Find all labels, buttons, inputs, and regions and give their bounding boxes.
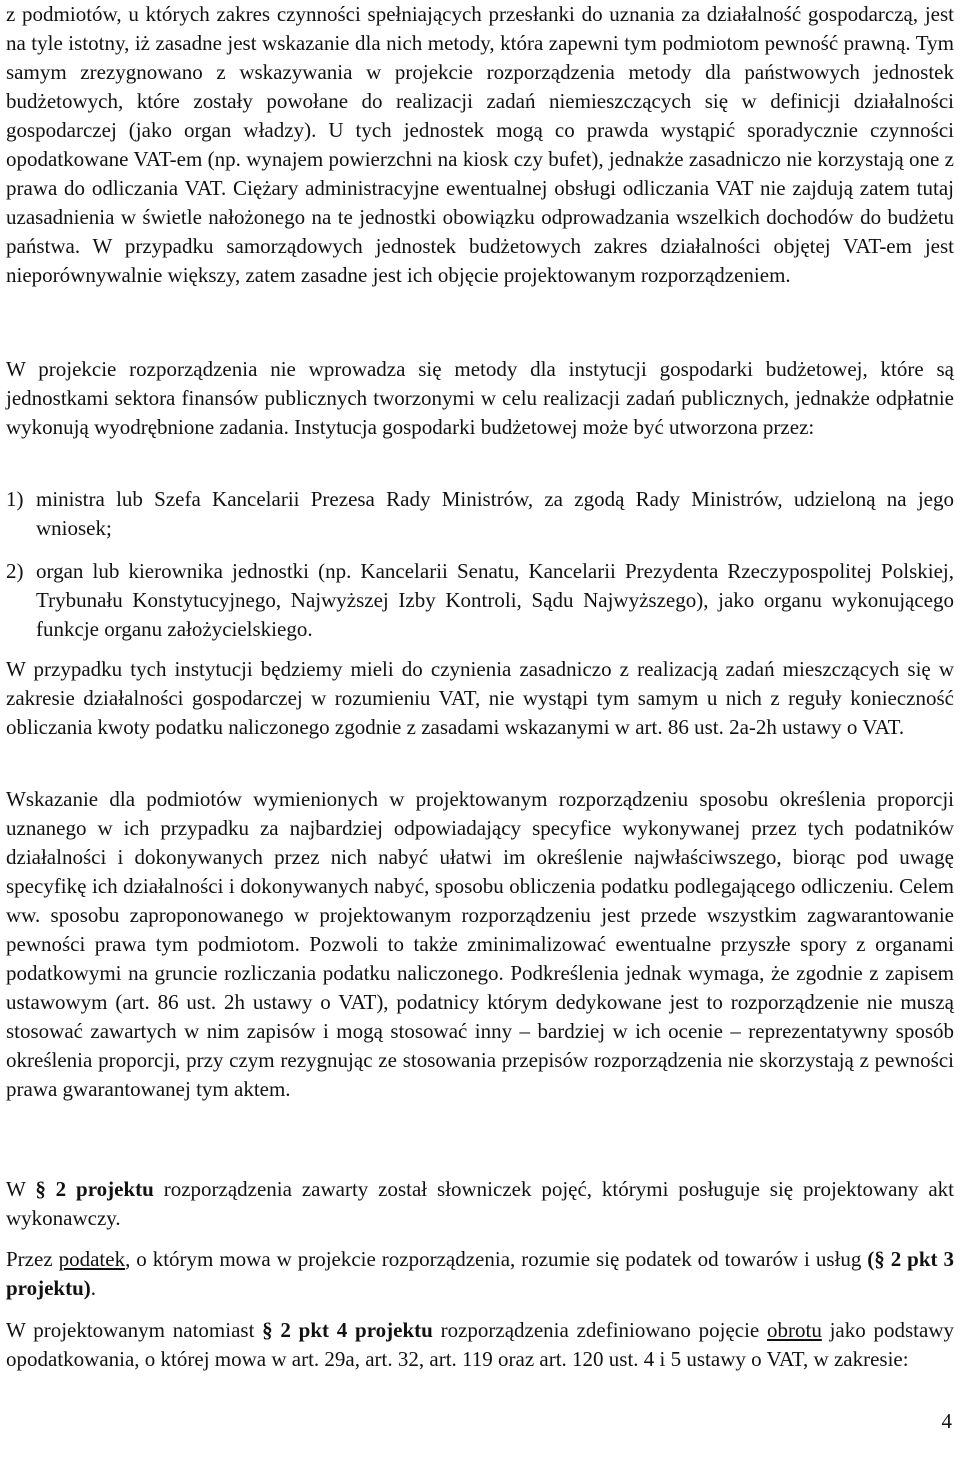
text-run: W xyxy=(6,1177,36,1201)
defined-term: obrotu xyxy=(767,1318,822,1342)
list-item xyxy=(6,485,954,543)
section-reference: (§ 2 pkt 3 projektu) xyxy=(6,1247,954,1300)
list-item xyxy=(6,557,954,644)
section-reference: § 2 projektu xyxy=(35,1177,154,1201)
list-text: ministra lub Szefa Kancelarii Prezesa Rady Ministrów, za zgodą Rady Ministrów, udzieloną na jego wniosek; xyxy=(36,487,954,540)
paragraph-1: z podmiotów, u których zakres czynności spełniających przesłanki do uznania za działalność gospodarczą, jest na tyle istotny, iż zasadne jest wskazanie dla nich metody, która zapewni tym podmiotom pewność prawną. Tym samym zrezygnowano z wskazywania w projekcie rozporządzenia metody dla państwowych jednostek budżetowych, które zostały powołane do realizacji zadań niemieszczących się w definicji działalności gospodarczej (jako organ władzy). U tych jednostek mogą co prawda wystąpić sporadycznie czynności opodatkowane VAT-em (np. wynajem powierzchni na kiosk czy bufet), jednakże zasadniczo nie korzystają one z prawa do odliczania VAT. Ciężary administracyjne ewentualnej obsługi odliczania VAT nie zajdują zatem tutaj uzasadnienia w świetle nałożonego na te jednostki obowiązku odprowadzania wszelkich dochodów do budżetu państwa. W przypadku samorządowych jednostek budżetowych zakres działalności objętej VAT-em jest nieporównywalnie większy, zatem zasadne jest ich objęcie projektowanym rozporządzeniem. xyxy=(6,2,954,287)
list-number: 2) xyxy=(6,559,24,583)
text-run: , o którym mowa w projekcie rozporządzenia, rozumie się podatek od towarów i usług xyxy=(125,1247,868,1271)
text-run: rozporządzenia zdefiniowano pojęcie xyxy=(432,1318,768,1342)
paragraph-6 xyxy=(6,1245,954,1303)
paragraph-5 xyxy=(6,1175,954,1233)
paragraph-4: Wskazanie dla podmiotów wymienionych w projektowanym rozporządzeniu sposobu określenia proporcji uznanego w ich przypadku za najbardziej odpowiadający specyfice wykonywanej przez tych podatników działalności i dokonywanych przez nich nabyć ułatwi im określenie najwłaściwszego, biorąc pod uwagę specyfikę ich działalności i dokonywanych nabyć, sposobu obliczenia podatku podlegającego odliczeniu. Celem ww. sposobu zaproponowanego w projektowanym rozporządzeniu jest przede wszystkim zagwarantowanie pewności prawa tym podmiotom. Pozwoli to także zminimalizować ewentualne przyszłe spory z organami podatkowymi na gruncie rozliczania podatku naliczonego. Podkreślenia jednak wymaga, że zgodnie z zapisem ustawowym (art. 86 ust. 2h ustawy o VAT), podatnicy którym dedykowane jest to rozporządzenie nie muszą stosować zawartych w nim zapisów i mogą stosować inny – bardziej w ich ocenie – reprezentatywny sposób określenia proporcji, przy czym rezygnując ze stosowania przepisów rozporządzenia nie skorzystają z pewności prawa gwarantowanej tym aktem. xyxy=(6,787,954,1101)
text-run: jako podstawy opodatkowania, o której mowa w art. 29a, art. 32, art. 119 oraz art. 120 ust. 4 i 5 ustawy o VAT, w zakresie: xyxy=(6,1318,954,1371)
text-run: . xyxy=(90,1276,97,1300)
text-run: W projektowanym natomiast xyxy=(6,1318,263,1342)
section-reference: § 2 pkt 4 projektu xyxy=(262,1318,433,1342)
text-run: rozporządzenia zawarty został słowniczek pojęć, którymi posługuje się projektowany akt wykonawczy. xyxy=(6,1177,954,1230)
text-run: Przez xyxy=(6,1247,59,1271)
page-number: 4 xyxy=(941,1409,952,1433)
paragraph-7 xyxy=(6,1316,954,1374)
list-text: organ lub kierownika jednostki (np. Kancelarii Senatu, Kancelarii Prezydenta Rzeczypospolitej Polskiej, Trybunału Konstytucyjnego, Najwyższej Izby Kontroli, Sądu Najwyższego), jako organu wykonującego funkcje organu założycielskiego. xyxy=(36,559,954,641)
paragraph-2: W projekcie rozporządzenia nie wprowadza się metody dla instytucji gospodarki budżetowej, które są jednostkami sektora finansów publicznych tworzonymi w celu realizacji zadań publicznych, jednakże odpłatnie wykonują wyodrębnione zadania. Instytucja gospodarki budżetowej może być utworzona przez: xyxy=(6,357,954,439)
list-number: 1) xyxy=(6,487,24,511)
paragraph-3: W przypadku tych instytucji będziemy mieli do czynienia zasadniczo z realizacją zadań mieszczących się w zakresie działalności gospodarczej w rozumieniu VAT, nie wystąpi tym samym u nich z reguły konieczność obliczania kwoty podatku naliczonego zgodnie z zasadami wskazanymi w art. 86 ust. 2a-2h ustawy o VAT. xyxy=(6,657,954,739)
defined-term: podatek xyxy=(58,1247,126,1271)
